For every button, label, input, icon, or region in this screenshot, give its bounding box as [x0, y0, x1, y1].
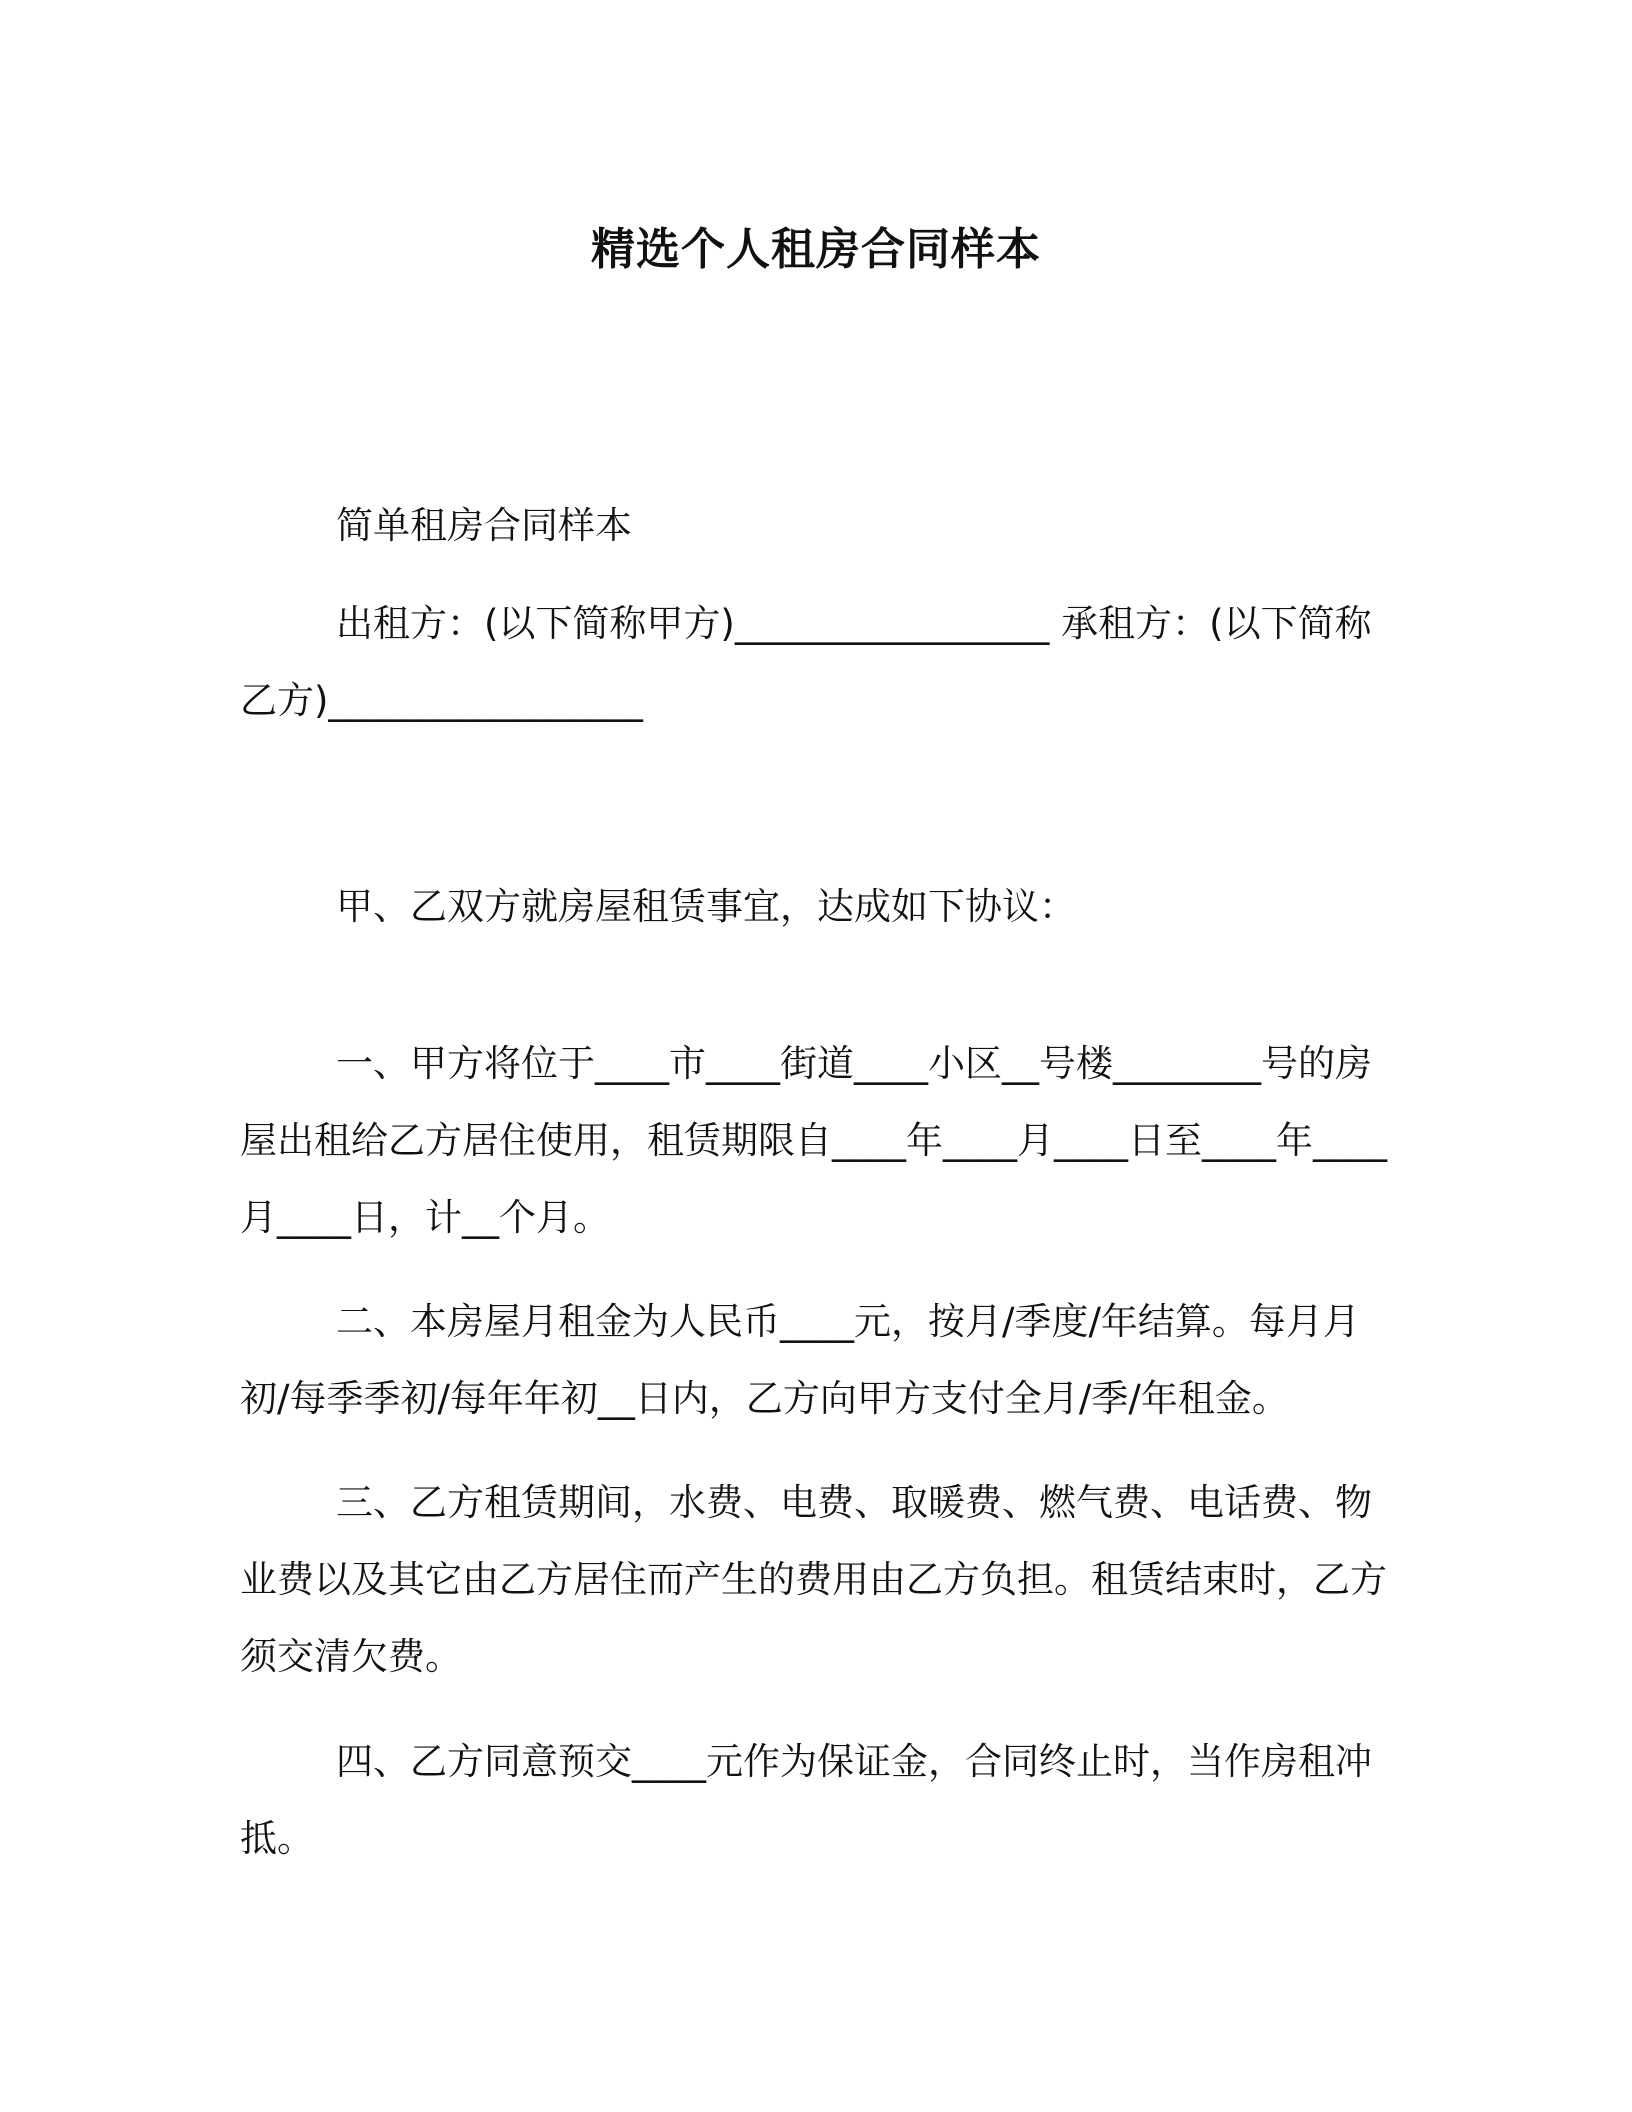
clause-2-text: 二、本房屋月租金为人民币____元，按月/季度/年结算。每月月初/每季季初/每年年初__日内，乙方向甲方支付全月/季/年租金。 [240, 1300, 1360, 1420]
clause-1-text: 一、甲方将位于____市____街道____小区__号楼________号的房屋出租给乙方居住使用，租赁期限自____年____月____日至____年____月____日，计__个月。 [240, 1042, 1387, 1239]
intro-paragraph [240, 868, 1390, 945]
clause-4-text: 四、乙方同意预交____元作为保证金，合同终止时，当作房租冲抵。 [240, 1740, 1372, 1860]
clause-1-paragraph [240, 1025, 1390, 1256]
clause-3-paragraph [240, 1464, 1390, 1695]
clause-4-paragraph [240, 1723, 1390, 1877]
document-title: 精选个人租房合同样本 [591, 224, 1041, 275]
parties-text: 出租方：(以下简称甲方)_________________ 承租方：(以下简称乙方)_________________ [240, 602, 1372, 722]
subtitle-text: 简单租房合同样本 [336, 504, 632, 547]
clause-2-paragraph [240, 1283, 1390, 1437]
intro-text: 甲、乙双方就房屋租赁事宜，达成如下协议： [336, 885, 1076, 928]
contract-subtitle [240, 487, 1390, 564]
parties-paragraph [240, 585, 1390, 739]
clause-3-text: 三、乙方租赁期间，水费、电费、取暖费、燃气费、电话费、物业费以及其它由乙方居住而产生的费用由乙方负担。租赁结束时，乙方须交清欠费。 [240, 1481, 1387, 1678]
